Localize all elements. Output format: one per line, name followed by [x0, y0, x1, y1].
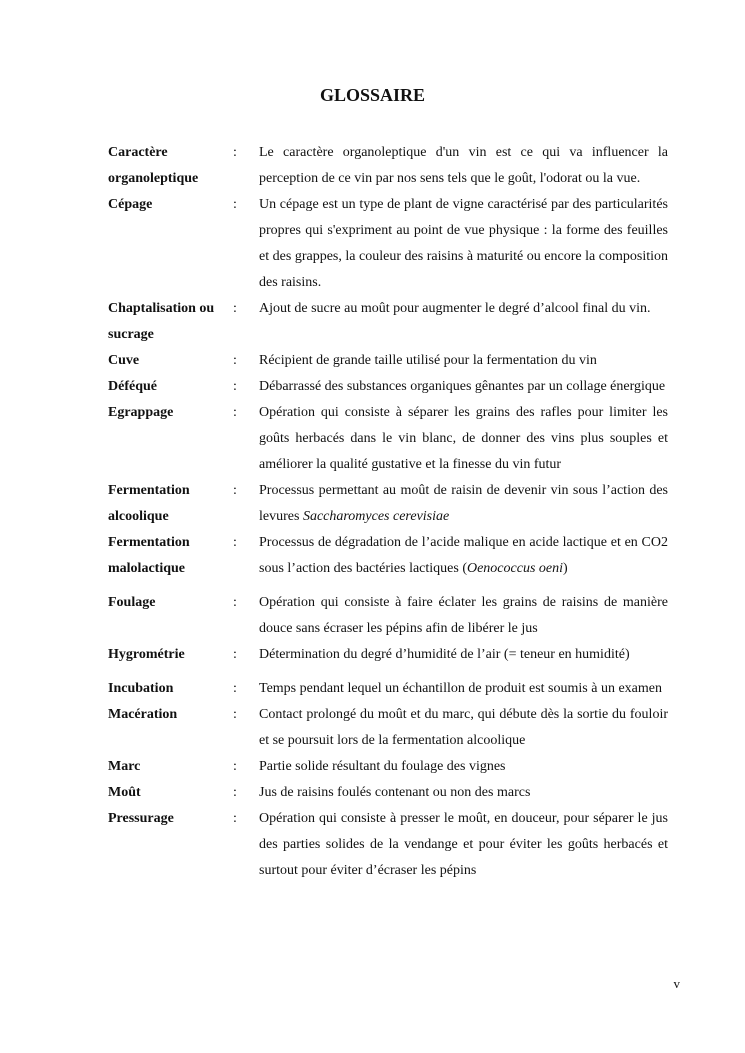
- glossary-definition: Partie solide résultant du foulage des vignes: [259, 759, 506, 774]
- definition-text: Processus permettant au moût de raisin de devenir vin sous l’action des levures: [259, 483, 668, 524]
- glossary-entry: [108, 400, 668, 478]
- glossary-entry: [108, 642, 668, 668]
- glossary-term: Marc: [108, 759, 141, 774]
- glossary-term: Déféqué: [108, 379, 157, 394]
- separator: :: [233, 379, 237, 394]
- glossary-definition: Opération qui consiste à faire éclater les grains de raisins de manière douce sans écraser les pépins afin de libérer le jus: [259, 595, 668, 636]
- glossary-entry: [108, 590, 668, 642]
- separator: :: [233, 595, 237, 610]
- glossary-entry: [108, 296, 668, 348]
- glossary-entry: [108, 348, 668, 374]
- page-title: GLOSSAIRE: [319, 85, 426, 105]
- separator: :: [233, 145, 237, 160]
- glossary-entry: [108, 478, 668, 530]
- glossary-definition: Un cépage est un type de plant de vigne caractérisé par des particularités propres qui s'expriment au point de vue physique : la forme des feuilles et des grappes, la couleur des raisins à maturité ou encore la composition des raisins.: [259, 197, 668, 290]
- glossary-term: Egrappage: [108, 405, 174, 420]
- glossary-definition: Récipient de grande taille utilisé pour la fermentation du vin: [259, 353, 597, 368]
- glossary-term: Cuve: [108, 353, 140, 368]
- page-number: v: [673, 976, 680, 991]
- separator: :: [233, 197, 237, 212]
- glossary-definition: Détermination du degré d’humidité de l’air (= teneur en humidité): [259, 647, 630, 662]
- glossary-definition: [259, 530, 668, 582]
- glossary-entry: [108, 806, 668, 884]
- glossary-term: Pressurage: [108, 811, 174, 826]
- glossary-term: Moût: [108, 785, 141, 800]
- glossary-definition: Débarrassé des substances organiques gênantes par un collage énergique: [259, 379, 666, 394]
- separator: :: [233, 301, 237, 316]
- definition-text-end: ): [563, 561, 568, 576]
- species-name: Oenococcus oeni: [466, 561, 564, 576]
- glossary-term: Incubation: [108, 681, 174, 696]
- glossary-entry: [108, 676, 668, 702]
- glossary-term: Caractère organoleptique: [108, 145, 199, 186]
- glossary-entry: [108, 780, 668, 806]
- separator: :: [233, 811, 237, 826]
- glossary-definition: Opération qui consiste à séparer les grains des rafles pour limiter les goûts herbacés dans le vin blanc, de donner des vins plus souples et améliorer la qualité gustative et la finesse du vin futur: [259, 405, 668, 472]
- glossary-entry: [108, 530, 668, 582]
- glossary-definition: Jus de raisins foulés contenant ou non des marcs: [259, 785, 531, 800]
- separator: :: [233, 353, 237, 368]
- separator: :: [233, 681, 237, 696]
- glossary-entry: [108, 374, 668, 400]
- glossary-definition: Contact prolongé du moût et du marc, qui débute dès la sortie du fouloir et se poursuit lors de la fermentation alcoolique: [259, 707, 668, 748]
- separator: :: [233, 707, 237, 722]
- glossary-term: Macération: [108, 707, 178, 722]
- glossary-entry: [108, 192, 668, 296]
- separator: :: [233, 535, 237, 550]
- glossary-definition: Le caractère organoleptique d'un vin est ce qui va influencer la perception de ce vin par nos sens tels que le goût, l'odorat ou la vue.: [259, 145, 668, 186]
- separator: :: [233, 483, 237, 498]
- separator: :: [233, 405, 237, 420]
- glossary-entry: [108, 702, 668, 754]
- separator: :: [233, 647, 237, 662]
- glossary-definition: Temps pendant lequel un échantillon de produit est soumis à un examen: [259, 681, 662, 696]
- species-name: Saccharomyces cerevisiae: [302, 509, 450, 524]
- glossary-list: [108, 140, 668, 884]
- definition-text: Processus de dégradation de l’acide malique en acide lactique et en CO2 sous l’action des bactéries lactiques (: [259, 535, 668, 576]
- glossary-entry: [108, 754, 668, 780]
- separator: :: [233, 785, 237, 800]
- glossary-definition: [259, 478, 668, 530]
- glossary-definition: Ajout de sucre au moût pour augmenter le degré d’alcool final du vin.: [259, 301, 651, 316]
- glossary-entry: [108, 140, 668, 192]
- glossary-term: Cépage: [108, 197, 153, 212]
- glossary-definition: Opération qui consiste à presser le moût, en douceur, pour séparer le jus des parties solides de la vendange et pour éviter les goûts herbacés et surtout pour éviter d’écraser les pépins: [259, 811, 668, 878]
- glossary-term: Hygrométrie: [108, 647, 185, 662]
- separator: :: [233, 759, 237, 774]
- glossary-term: Fermentation malolactique: [108, 535, 190, 576]
- glossary-term: Fermentation alcoolique: [108, 483, 190, 524]
- glossary-term: Foulage: [108, 595, 156, 610]
- glossary-term: Chaptalisation ou sucrage: [108, 301, 215, 342]
